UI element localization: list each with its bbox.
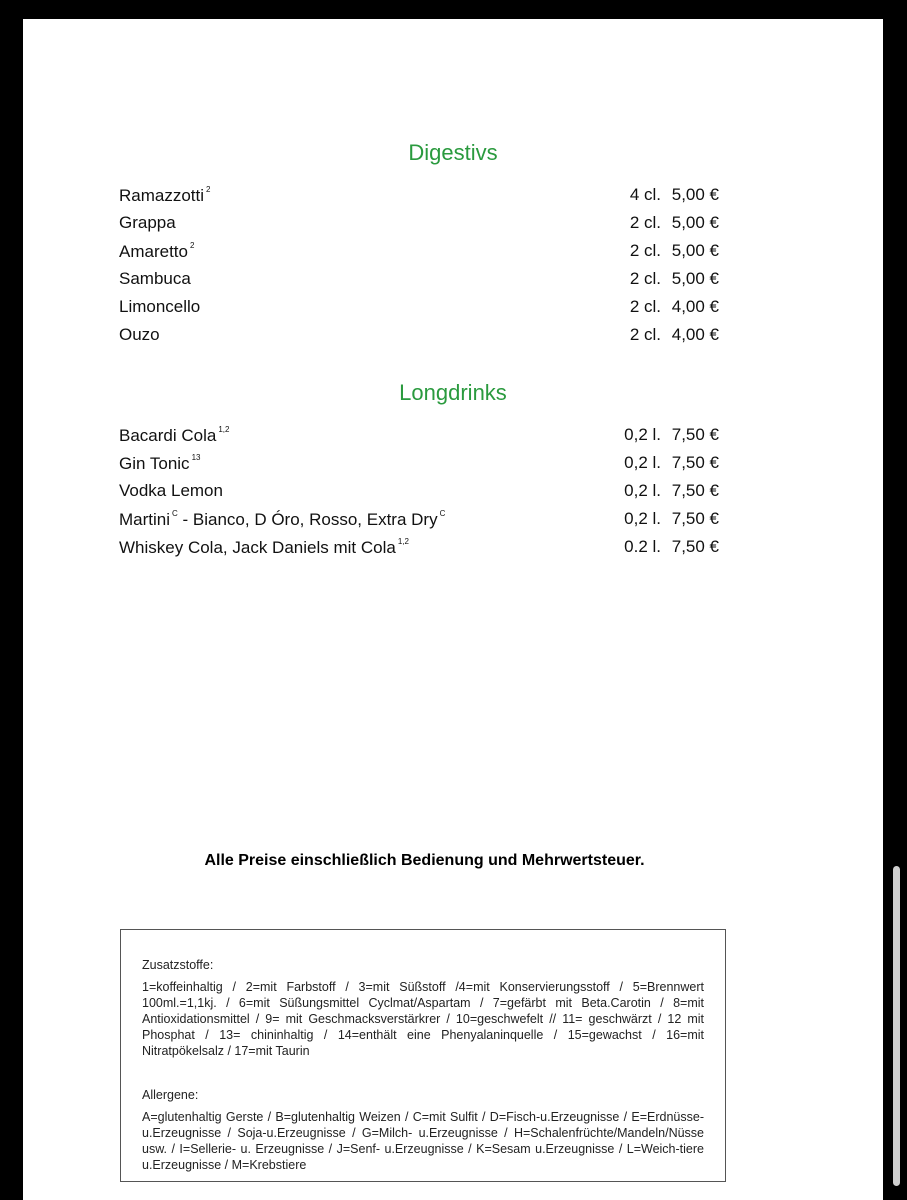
item-footnote: C [172,509,178,518]
item-name: Amaretto $^2$ [119,241,195,261]
item-footnote: 2 [206,185,211,194]
item-amount: 2 cl. [629,325,661,344]
menu-item [119,241,719,265]
item-name: Ramazzotti $^2$ [119,185,211,205]
item-price: 5,00 € [671,269,719,288]
item-price: 4,00 € [671,325,719,344]
item-price: 7,50 € [671,509,719,528]
allergens-label: Allergene: [142,1088,199,1102]
item-name: Limoncello [119,297,201,316]
item-price: 4,00 € [671,297,719,316]
menu-item [119,185,719,209]
menu-item [119,325,719,349]
item-name: Grappa [119,213,176,232]
price-note: Alle Preise einschließlich Bedienung und Mehrwertsteuer. [204,852,645,869]
item-amount: 2 cl. [629,297,661,316]
menu-item [119,213,719,237]
item-footnote: 1,2 [397,537,409,546]
item-footnote: 1,2 [218,425,230,434]
item-amount: 4 cl. [629,185,661,204]
menu-page [23,19,883,1200]
section-title-longdrinks: Longdrinks [399,380,507,405]
item-price: 7,50 € [671,425,719,444]
menu-item [119,453,719,477]
item-amount: 0,2 l. [624,453,661,472]
item-amount: 0.2 l. [624,537,661,556]
item-footnote: 2 [189,241,195,250]
vertical-scrollbar[interactable] [893,866,900,1186]
item-amount: 2 cl. [629,269,661,288]
item-name: Bacardi Cola $^{1,2}$ [119,425,230,445]
item-price: 5,00 € [671,185,719,204]
additives-label: Zusatzstoffe: [142,958,214,972]
item-footnote: 13 [191,453,201,462]
item-name: Ouzo [119,325,160,344]
item-name: Martini $^C$ - Bianco, D Óro, Rosso, Extra Dry $^C$ [119,509,446,529]
additives-allergens-box [120,929,726,1182]
item-price: 7,50 € [671,481,719,500]
item-price: 5,00 € [671,213,719,232]
menu-item [119,509,719,533]
item-name: Whiskey Cola, Jack Daniels mit Cola $^{1,2}$ [119,537,409,557]
item-footnote: C [439,509,446,518]
item-price: 7,50 € [671,537,719,556]
item-price: 7,50 € [671,453,719,472]
item-amount: 2 cl. [629,241,661,260]
menu-item [119,269,719,293]
allergens-text: A=glutenhaltig Gerste / B=glutenhaltig Weizen / C=mit Sulfit / D=Fisch-u.Erzeugnisse / E=Erdnüsse- u.Erzeugnisse / Soja-u.Erzeugnisse / G=Milch- u.Erzeugnisse / H=Schalenfrüchte/Mandeln/Nüsse usw. / I=Sellerie- u. Erzeugnisse / J=Senf- u.Erzeugnisse / K=Sesam u.Erzeugnisse / L=Weich-tiere u.Erzeugnisse / M=Krebstiere [142,1110,704,1172]
section-title-digestivs: Digestivs [408,140,498,165]
item-amount: 0,2 l. [624,425,661,444]
menu-item [119,537,719,561]
menu-item [119,481,719,505]
item-name: Vodka Lemon [119,481,223,500]
menu-item [119,425,719,449]
item-price: 5,00 € [671,241,719,260]
menu-item [119,297,719,321]
item-amount: 0,2 l. [624,509,661,528]
item-name: Sambuca [119,269,191,288]
additives-text: 1=koffeinhaltig / 2=mit Farbstoff / 3=mit Süßstoff /4=mit Konservierungsstoff / 5=Brennwert 100ml.=1,1kj. / 6=mit Süßungsmittel Cyclmat/Aspartam / 7=gefärbt mit Beta.Carotin / 8=mit Antioxidationsmittel / 9= mit Geschmacksverstärkrer / 10=geschwefelt // 11= geschwärzt / 12 mit Phosphat / 13= chininhaltig / 14=enthält eine Phenyalaninquelle / 15=gewachst / 16=mit Nitratpökelsalz / 17=mit Taurin [142,980,704,1058]
item-amount: 0,2 l. [624,481,661,500]
item-amount: 2 cl. [629,213,661,232]
item-name: Gin Tonic $^{13}$ [119,453,201,473]
